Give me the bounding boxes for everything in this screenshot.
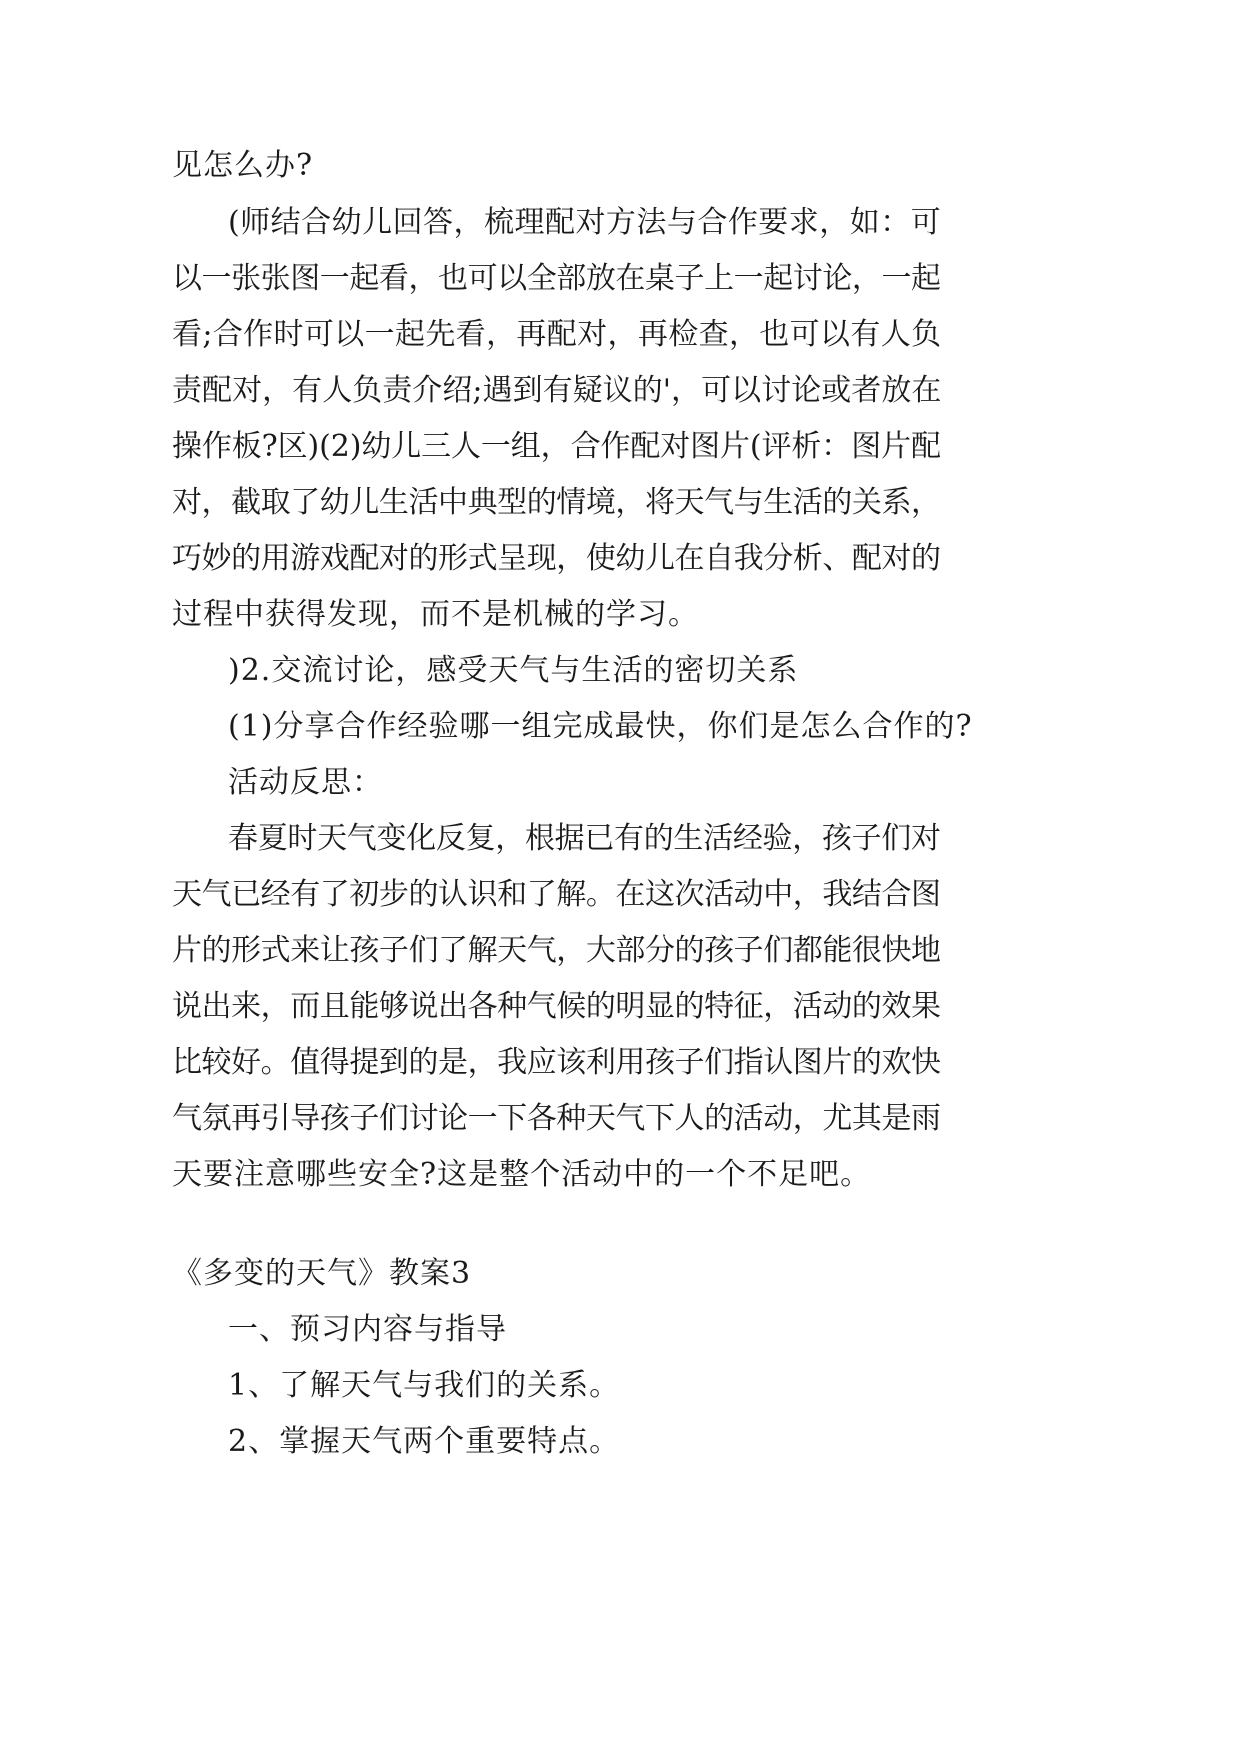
text-line: 看;合作时可以一起先看，再配对，再检查，也可以有人负 [172, 317, 942, 352]
document-title: 《多变的天气》教案3 [172, 1256, 472, 1291]
text-line: 巧妙的用游戏配对的形式呈现，使幼儿在自我分析、配对的 [172, 541, 941, 576]
text-line: 气氛再引导孩子们讨论一下各种天气下人的活动，尤其是雨 [172, 1101, 941, 1136]
text-line: 片的形式来让孩子们了解天气，大部分的孩子们都能很快地 [172, 933, 941, 968]
text-line: 对，截取了幼儿生活中典型的情境，将天气与生活的关系， [172, 485, 941, 520]
text-line: 以一张张图一起看，也可以全部放在桌子上一起讨论，一起 [172, 261, 941, 296]
text-line: )2.交流讨论，感受天气与生活的密切关系 [228, 653, 799, 688]
text-line: 天要注意哪些安全?这是整个活动中的一个不足吧。 [172, 1157, 872, 1192]
section-heading: 活动反思： [228, 765, 383, 800]
text-line: 春夏时天气变化反复，根据已有的生活经验，孩子们对 [228, 821, 941, 856]
text-line: 天气已经有了初步的认识和了解。在这次活动中，我结合图 [172, 877, 941, 912]
list-item: 2、掌握天气两个重要特点。 [228, 1424, 621, 1459]
text-line: 见怎么办? [172, 148, 314, 183]
text-line: 比较好。值得提到的是，我应该利用孩子们指认图片的欢快 [172, 1045, 941, 1080]
text-line: (师结合幼儿回答，梳理配对方法与合作要求，如：可 [228, 205, 942, 240]
text-line: 说出来，而且能够说出各种气候的明显的特征，活动的效果 [172, 989, 941, 1024]
text-line: (1)分享合作经验哪一组完成最快，你们是怎么合作的? [228, 709, 973, 744]
text-line: 操作板?区)(2)幼儿三人一组，合作配对图片(评析：图片配 [172, 429, 941, 464]
section-heading: 一、预习内容与指导 [228, 1312, 507, 1347]
text-line: 过程中获得发现，而不是机械的学习。 [172, 597, 699, 632]
text-line: 责配对，有人负责介绍;遇到有疑议的'，可以讨论或者放在 [172, 373, 942, 408]
list-item: 1、了解天气与我们的关系。 [228, 1368, 621, 1403]
